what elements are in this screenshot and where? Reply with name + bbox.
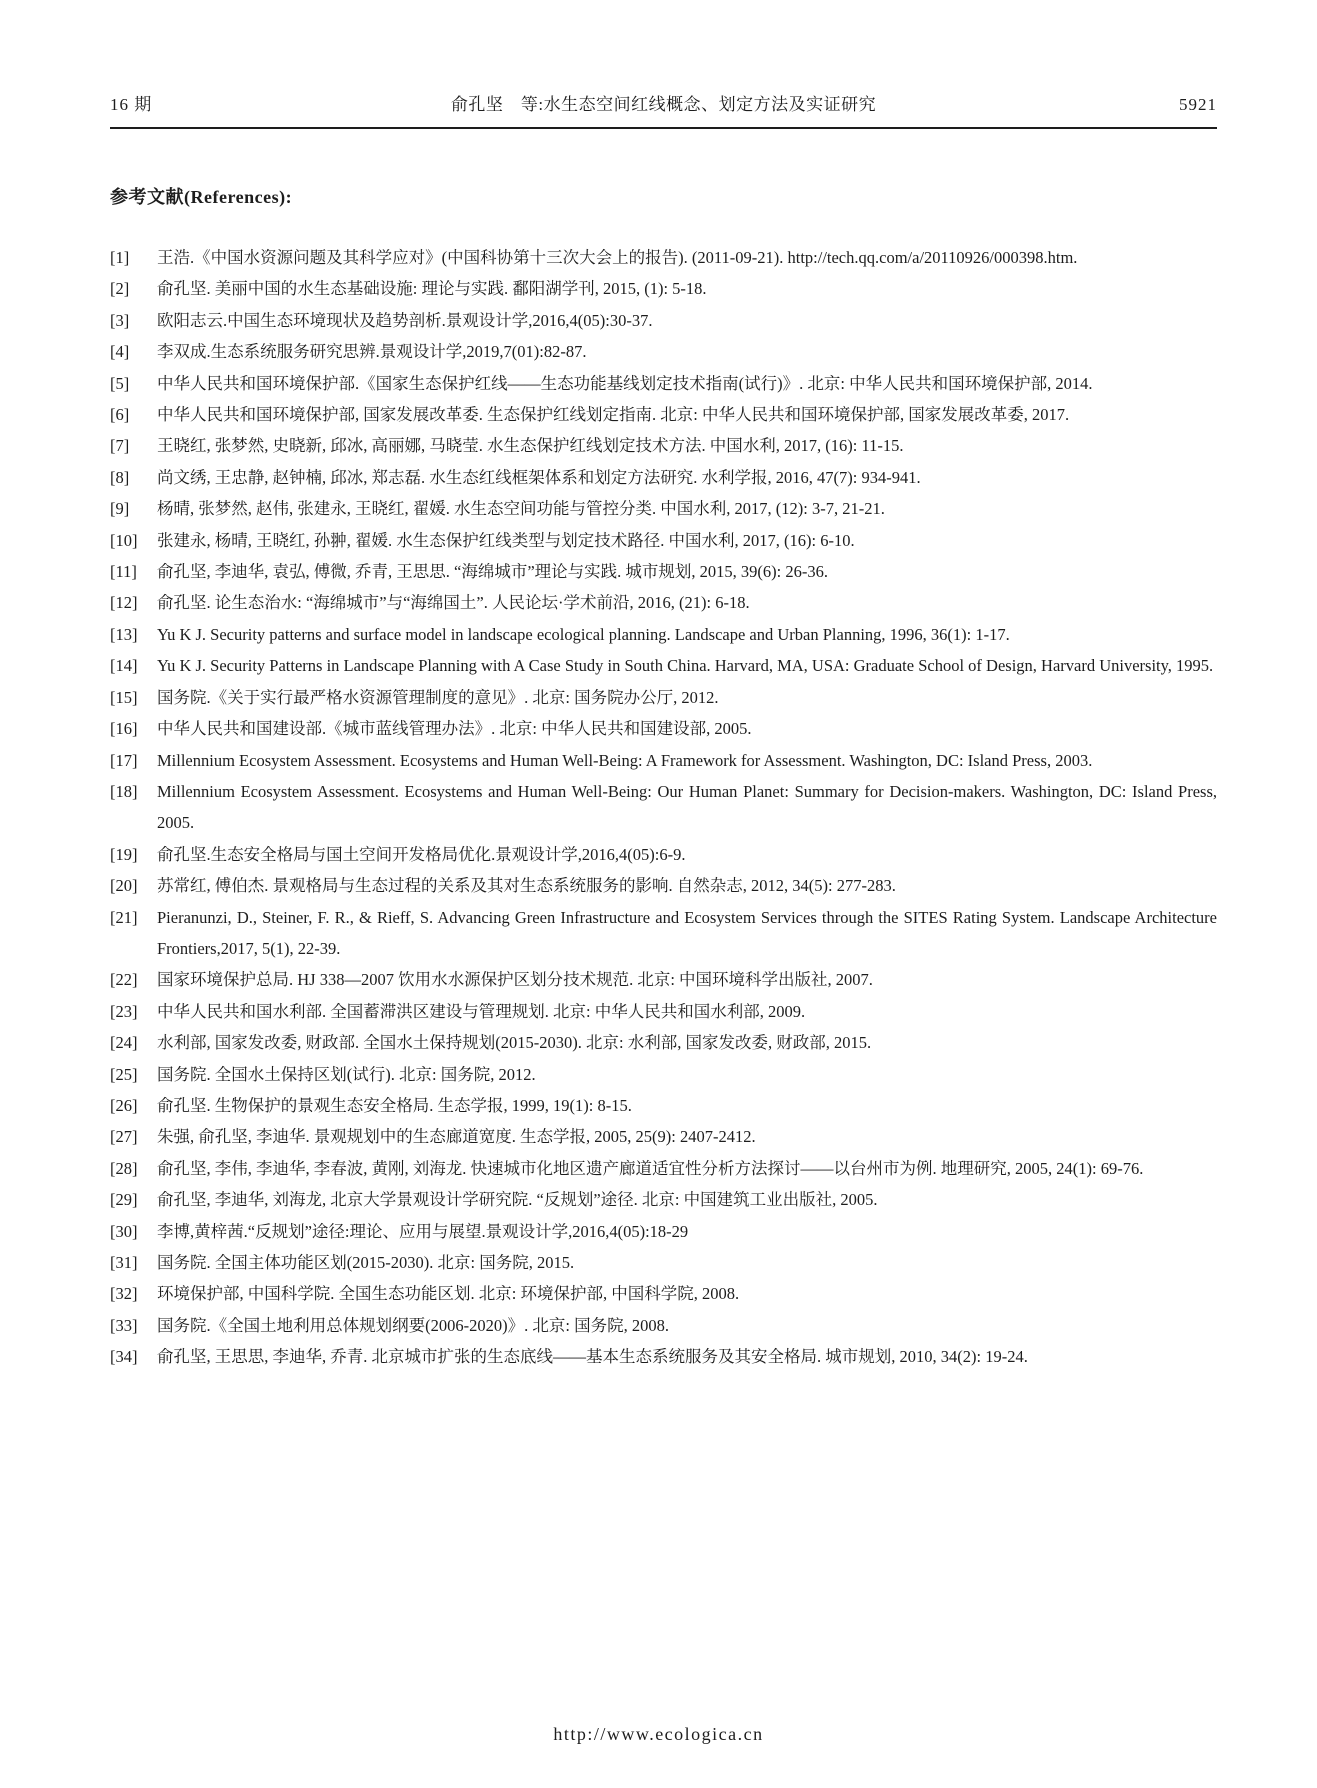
reference-item bbox=[110, 399, 1217, 430]
reference-text: 李博,黄梓茜.“反规划”途径:理论、应用与展望.景观设计学,2016,4(05):18-29 bbox=[157, 1221, 689, 1241]
reference-text: 俞孔坚, 李迪华, 袁弘, 傅微, 乔青, 王思思. “海绵城市”理论与实践. 城市规划, 2015, 39(6): 26-36. bbox=[157, 562, 828, 582]
reference-item bbox=[110, 525, 1217, 556]
reference-text: 国务院.《关于实行最严格水资源管理制度的意见》. 北京: 国务院办公厅, 2012. bbox=[157, 687, 719, 707]
reference-text: 中华人民共和国环境保护部.《国家生态保护红线——生态功能基线划定技术指南(试行)》. 北京: 中华人民共和国环境保护部, 2014. bbox=[157, 373, 1093, 393]
reference-item bbox=[110, 713, 1217, 744]
reference-number: [27] bbox=[110, 1127, 138, 1147]
reference-number: [21] bbox=[110, 907, 138, 927]
reference-text: 国务院. 全国水土保持区划(试行). 北京: 国务院, 2012. bbox=[157, 1064, 536, 1084]
running-header bbox=[110, 93, 1217, 129]
reference-number: [14] bbox=[110, 656, 138, 676]
reference-number: [23] bbox=[110, 1001, 138, 1021]
reference-item bbox=[110, 336, 1217, 367]
reference-text: 李双成.生态系统服务研究思辨.景观设计学,2019,7(01):82-87. bbox=[157, 342, 587, 362]
reference-item bbox=[110, 1247, 1217, 1278]
reference-number: [1] bbox=[110, 248, 130, 267]
reference-number: [15] bbox=[110, 687, 138, 707]
reference-text: 中华人民共和国建设部.《城市蓝线管理办法》. 北京: 中华人民共和国建设部, 2005. bbox=[157, 719, 752, 739]
reference-number: [33] bbox=[110, 1315, 138, 1335]
reference-item bbox=[110, 1216, 1217, 1247]
reference-item bbox=[110, 1341, 1217, 1372]
reference-number: [19] bbox=[110, 844, 138, 864]
reference-text: Yu K J. Security patterns and surface model in landscape ecological planning. Landscape and Urban Planning, 1996, 36(1): 1-17. bbox=[157, 624, 1010, 644]
reference-number: [13] bbox=[110, 624, 138, 644]
reference-text: 王晓红, 张梦然, 史晓新, 邱冰, 高丽娜, 马晓莹. 水生态保护红线划定技术方法. 中国水利, 2017, (16): 11-15. bbox=[157, 436, 904, 456]
reference-item bbox=[110, 745, 1217, 776]
reference-number: [28] bbox=[110, 1158, 138, 1178]
reference-number: [34] bbox=[110, 1347, 138, 1367]
reference-text: 朱强, 俞孔坚, 李迪华. 景观规划中的生态廊道宽度. 生态学报, 2005, 25(9): 2407-2412. bbox=[157, 1127, 756, 1147]
reference-item bbox=[110, 462, 1217, 493]
reference-number: [20] bbox=[110, 876, 138, 896]
reference-text: 杨晴, 张梦然, 赵伟, 张建永, 王晓红, 翟媛. 水生态空间功能与管控分类. 中国水利, 2017, (12): 3-7, 21-21. bbox=[157, 499, 885, 519]
reference-text: 俞孔坚. 生物保护的景观生态安全格局. 生态学报, 1999, 19(1): 8-15. bbox=[157, 1095, 632, 1115]
reference-number: [3] bbox=[110, 310, 130, 330]
reference-item bbox=[110, 1278, 1217, 1309]
reference-item bbox=[110, 996, 1217, 1027]
reference-item bbox=[110, 587, 1217, 618]
reference-item bbox=[110, 964, 1217, 995]
issue-number: 16 期 bbox=[110, 95, 153, 114]
reference-item bbox=[110, 368, 1217, 399]
reference-text: Yu K J. Security Patterns in Landscape Planning with A Case Study in South China. Harvard, MA, USA: Graduate School of Design, Harvard University, 1995. bbox=[157, 656, 1214, 676]
reference-number: [29] bbox=[110, 1190, 138, 1210]
reference-number: [5] bbox=[110, 373, 130, 393]
reference-text: Millennium Ecosystem Assessment. Ecosystems and Human Well-Being: A Framework for Assessment. Washington, DC: Island Press, 2003. bbox=[157, 750, 1093, 770]
reference-number: [7] bbox=[110, 436, 130, 456]
reference-item bbox=[110, 493, 1217, 524]
reference-number: [4] bbox=[110, 342, 130, 362]
reference-text: 俞孔坚, 李迪华, 刘海龙, 北京大学景观设计学研究院. “反规划”途径. 北京: 中国建筑工业出版社, 2005. bbox=[157, 1190, 878, 1210]
running-title: 俞孔坚 等:水生态空间红线概念、划定方法及实证研究 bbox=[450, 95, 877, 114]
reference-item bbox=[110, 242, 1217, 273]
reference-text: Millennium Ecosystem Assessment. Ecosystems and Human Well-Being: Our Human Planet: Summary for Decision-makers. Washington, DC: Island Press, 2005. bbox=[157, 781, 1217, 833]
reference-item bbox=[110, 839, 1217, 870]
reference-number: [17] bbox=[110, 750, 138, 770]
reference-text: 苏常红, 傅伯杰. 景观格局与生态过程的关系及其对生态系统服务的影响. 自然杂志, 2012, 34(5): 277-283. bbox=[157, 876, 896, 896]
references-heading: 参考文献(References): bbox=[110, 187, 293, 207]
reference-number: [11] bbox=[110, 562, 137, 582]
reference-item bbox=[110, 650, 1217, 681]
journal-footer-url: http://www.ecologica.cn bbox=[553, 1724, 764, 1744]
reference-number: [32] bbox=[110, 1284, 138, 1304]
reference-item bbox=[110, 1121, 1217, 1152]
reference-number: [10] bbox=[110, 530, 138, 550]
reference-text: 中华人民共和国水利部. 全国蓄滞洪区建设与管理规划. 北京: 中华人民共和国水利部, 2009. bbox=[157, 1001, 806, 1021]
reference-text: 欧阳志云.中国生态环境现状及趋势剖析.景观设计学,2016,4(05):30-37. bbox=[157, 310, 653, 330]
reference-item bbox=[110, 305, 1217, 336]
reference-text: 张建永, 杨晴, 王晓红, 孙翀, 翟媛. 水生态保护红线类型与划定技术路径. 中国水利, 2017, (16): 6-10. bbox=[157, 530, 855, 550]
reference-number: [26] bbox=[110, 1095, 138, 1115]
reference-number: [22] bbox=[110, 970, 138, 990]
reference-list bbox=[110, 242, 1217, 1373]
reference-number: [31] bbox=[110, 1253, 138, 1272]
reference-item bbox=[110, 1153, 1217, 1184]
reference-number: [12] bbox=[110, 593, 138, 613]
reference-text: 俞孔坚. 论生态治水: “海绵城市”与“海绵国土”. 人民论坛·学术前沿, 2016, (21): 6-18. bbox=[157, 593, 750, 613]
reference-item bbox=[110, 430, 1217, 461]
reference-item bbox=[110, 273, 1217, 304]
reference-text: 国务院. 全国主体功能区划(2015-2030). 北京: 国务院, 2015. bbox=[157, 1253, 575, 1272]
reference-number: [2] bbox=[110, 279, 130, 299]
reference-number: [6] bbox=[110, 405, 130, 425]
reference-item bbox=[110, 1310, 1217, 1341]
reference-item bbox=[110, 556, 1217, 587]
reference-number: [30] bbox=[110, 1221, 138, 1241]
reference-number: [9] bbox=[110, 499, 130, 519]
reference-item bbox=[110, 902, 1217, 965]
reference-item bbox=[110, 619, 1217, 650]
reference-number: [24] bbox=[110, 1033, 138, 1053]
reference-text: 环境保护部, 中国科学院. 全国生态功能区划. 北京: 环境保护部, 中国科学院, 2008. bbox=[157, 1284, 740, 1304]
reference-item bbox=[110, 1184, 1217, 1215]
reference-text: 俞孔坚.生态安全格局与国土空间开发格局优化.景观设计学,2016,4(05):6-9. bbox=[157, 844, 686, 864]
reference-text: 国家环境保护总局. HJ 338—2007 饮用水水源保护区划分技术规范. 北京: 中国环境科学出版社, 2007. bbox=[157, 970, 873, 990]
reference-number: [18] bbox=[110, 781, 138, 801]
reference-item bbox=[110, 1027, 1217, 1058]
reference-item bbox=[110, 776, 1217, 839]
page-number: 5921 bbox=[1179, 95, 1217, 114]
reference-text: 俞孔坚, 王思思, 李迪华, 乔青. 北京城市扩张的生态底线——基本生态系统服务及其安全格局. 城市规划, 2010, 34(2): 19-24. bbox=[157, 1347, 1028, 1367]
reference-text: 王浩.《中国水资源问题及其科学应对》(中国科协第十三次大会上的报告). (2011-09-21). http://tech.qq.com/a/20110926/000398.htm. bbox=[157, 248, 1078, 267]
reference-number: [8] bbox=[110, 467, 130, 487]
reference-text: 俞孔坚, 李伟, 李迪华, 李春波, 黄刚, 刘海龙. 快速城市化地区遗产廊道适宜性分析方法探讨——以台州市为例. 地理研究, 2005, 24(1): 69-76. bbox=[157, 1158, 1144, 1178]
reference-text: Pieranunzi, D., Steiner, F. R., & Rieff, S. Advancing Green Infrastructure and Ecosystem Services through the SITES Rating System. Landscape Architecture Frontiers,2017, 5(1), 22-39. bbox=[157, 907, 1217, 958]
reference-number: [25] bbox=[110, 1064, 138, 1084]
reference-item bbox=[110, 1059, 1217, 1090]
reference-text: 水利部, 国家发改委, 财政部. 全国水土保持规划(2015-2030). 北京: 水利部, 国家发改委, 财政部, 2015. bbox=[157, 1033, 872, 1053]
reference-item bbox=[110, 1090, 1217, 1121]
reference-text: 俞孔坚. 美丽中国的水生态基础设施: 理论与实践. 鄱阳湖学刊, 2015, (1): 5-18. bbox=[157, 279, 707, 299]
reference-text: 中华人民共和国环境保护部, 国家发展改革委. 生态保护红线划定指南. 北京: 中华人民共和国环境保护部, 国家发展改革委, 2017. bbox=[157, 405, 1070, 425]
reference-item bbox=[110, 870, 1217, 901]
reference-text: 尚文绣, 王忠静, 赵钟楠, 邱冰, 郑志磊. 水生态红线框架体系和划定方法研究. 水利学报, 2016, 47(7): 934-941. bbox=[157, 467, 921, 487]
reference-item bbox=[110, 682, 1217, 713]
reference-text: 国务院.《全国土地利用总体规划纲要(2006-2020)》. 北京: 国务院, 2008. bbox=[157, 1315, 669, 1335]
reference-number: [16] bbox=[110, 719, 138, 739]
